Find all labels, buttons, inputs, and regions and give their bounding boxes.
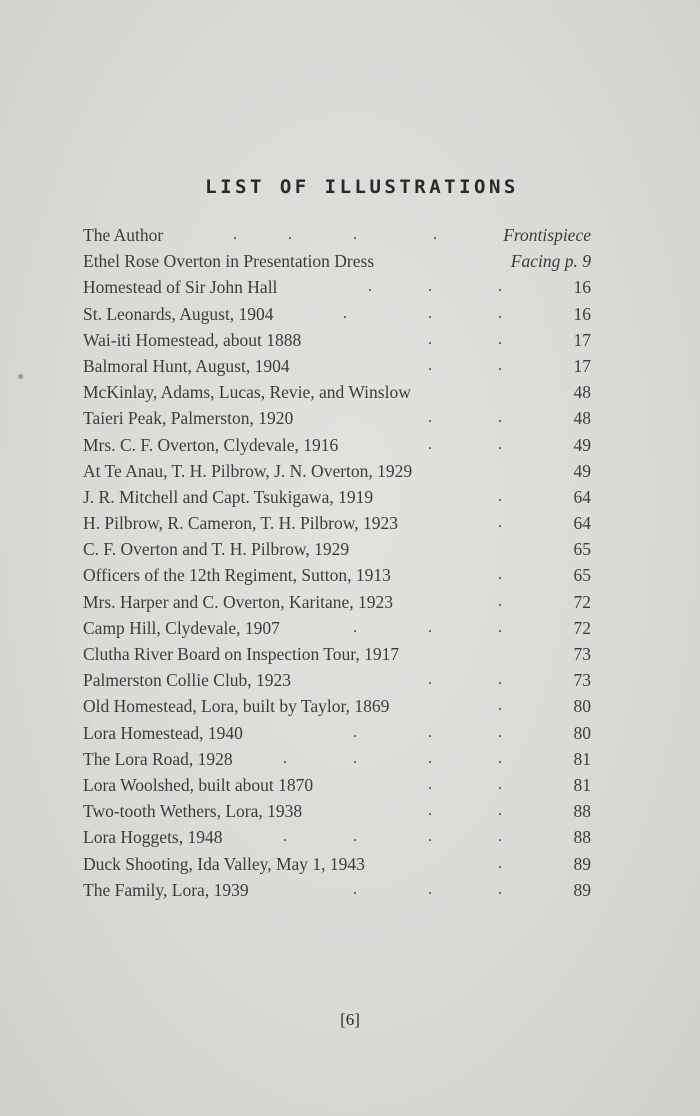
leader-dots: . . . xyxy=(343,304,502,322)
leader-dots: . . . xyxy=(353,618,502,636)
list-item xyxy=(83,536,591,562)
illustration-title: Two-tooth Wethers, Lora, 1938 xyxy=(83,801,303,822)
illustration-title: The Family, Lora, 1939 xyxy=(83,879,249,900)
illustration-page: 88 xyxy=(573,827,591,848)
illustration-page: 65 xyxy=(573,539,591,560)
leader-dots: . . xyxy=(428,409,502,427)
illustration-page: 64 xyxy=(573,486,591,507)
illustration-page: 48 xyxy=(573,408,591,429)
illustration-page: 80 xyxy=(573,722,591,743)
illustration-title: Mrs. Harper and C. Overton, Karitane, 1923 xyxy=(83,591,394,612)
list-item xyxy=(83,877,591,903)
illustration-page: 81 xyxy=(573,774,591,795)
illustration-page: 49 xyxy=(573,460,591,481)
list-item xyxy=(83,248,591,274)
illustration-page: Facing p. 9 xyxy=(510,251,591,272)
list-item xyxy=(83,353,591,379)
list-item xyxy=(83,667,591,693)
illustration-title: Wai-iti Homestead, about 1888 xyxy=(83,329,302,350)
illustration-title: The Author xyxy=(83,225,164,245)
list-item xyxy=(83,510,591,536)
leader-dots: . . . . xyxy=(283,828,502,846)
illustration-page: 16 xyxy=(573,277,591,298)
illustration-title: Lora Woolshed, built about 1870 xyxy=(83,774,314,795)
list-item xyxy=(83,772,591,798)
illustration-title: Clutha River Board on Inspection Tour, 1917 xyxy=(83,644,400,664)
illustration-title: Officers of the 12th Regiment, Sutton, 1913 xyxy=(83,565,391,586)
illustration-page: 16 xyxy=(573,303,591,324)
list-item xyxy=(83,301,591,327)
illustration-title: J. R. Mitchell and Capt. Tsukigawa, 1919 xyxy=(83,486,374,507)
list-item xyxy=(83,432,591,458)
illustration-page: 80 xyxy=(573,696,591,717)
leader-dots: . . xyxy=(428,802,502,820)
illustrations-list xyxy=(83,222,591,903)
illustration-title: Mrs. C. F. Overton, Clydevale, 1916 xyxy=(83,434,339,455)
illustration-page: 81 xyxy=(573,748,591,769)
list-item xyxy=(83,851,591,877)
leader-dots: . . . xyxy=(353,723,502,741)
illustration-title: C. F. Overton and T. H. Pilbrow, 1929 xyxy=(83,539,350,560)
list-item xyxy=(83,720,591,746)
leader-dots: . . xyxy=(428,775,502,793)
illustration-title: Lora Hoggets, 1948 xyxy=(83,827,223,848)
list-item xyxy=(83,327,591,353)
illustration-title: H. Pilbrow, R. Cameron, T. H. Pilbrow, 1923 xyxy=(83,513,398,534)
illustration-page: 17 xyxy=(573,355,591,376)
illustration-page: 17 xyxy=(573,329,591,350)
illustration-title: St. Leonards, August, 1904 xyxy=(83,303,274,324)
illustration-title: At Te Anau, T. H. Pilbrow, J. N. Overton, 1929 xyxy=(83,460,413,481)
list-item xyxy=(83,615,591,641)
list-item xyxy=(83,589,591,615)
illustration-page: 64 xyxy=(573,513,591,534)
leader-dots: . . xyxy=(428,356,502,374)
list-item xyxy=(83,798,591,824)
list-item xyxy=(83,484,591,510)
list-item xyxy=(83,693,591,719)
illustration-page: 89 xyxy=(573,853,591,874)
list-item xyxy=(83,405,591,431)
illustration-page: Frontispiece xyxy=(503,225,591,245)
illustration-page: 49 xyxy=(573,434,591,455)
leader-dots: . xyxy=(498,514,502,532)
leader-dots: . xyxy=(498,592,502,610)
illustration-page: 73 xyxy=(573,644,591,664)
leader-dots: . . . . xyxy=(283,749,502,767)
leader-dots: . . . xyxy=(353,880,502,898)
illustration-page: 89 xyxy=(573,879,591,900)
leader-dots: . xyxy=(498,566,502,584)
leader-dots: . . xyxy=(428,435,502,453)
illustration-title: Palmerston Collie Club, 1923 xyxy=(83,670,292,691)
list-item xyxy=(83,824,591,850)
illustration-page: 73 xyxy=(573,670,591,691)
list-item xyxy=(83,274,591,300)
illustration-page: 65 xyxy=(573,565,591,586)
illustration-title: Taieri Peak, Palmerston, 1920 xyxy=(83,408,294,429)
illustration-title: McKinlay, Adams, Lucas, Revie, and Winslow xyxy=(83,382,411,403)
list-item xyxy=(83,379,591,405)
illustration-title: Old Homestead, Lora, built by Taylor, 1869 xyxy=(83,696,390,717)
list-item xyxy=(83,222,591,248)
illustration-title: Ethel Rose Overton in Presentation Dress xyxy=(83,251,375,272)
leader-dots: . . . xyxy=(368,278,502,296)
list-item xyxy=(83,746,591,772)
page-title: LIST OF ILLUSTRATIONS xyxy=(205,176,519,198)
leader-dots: . xyxy=(498,697,502,715)
paper-speck xyxy=(18,374,23,379)
list-item xyxy=(83,641,591,667)
illustration-title: Camp Hill, Clydevale, 1907 xyxy=(83,617,280,638)
leader-dots: . xyxy=(498,487,502,505)
illustration-title: Lora Homestead, 1940 xyxy=(83,722,243,743)
illustration-title: The Lora Road, 1928 xyxy=(83,748,233,769)
illustration-page: 72 xyxy=(573,617,591,638)
leader-dots: . . xyxy=(428,671,502,689)
list-item xyxy=(83,562,591,588)
illustration-page: 88 xyxy=(573,801,591,822)
illustration-title: Homestead of Sir John Hall xyxy=(83,277,278,298)
illustration-page: 72 xyxy=(573,591,591,612)
illustration-page: 48 xyxy=(573,382,591,403)
illustration-title: Balmoral Hunt, August, 1904 xyxy=(83,355,290,376)
leader-dots: . . . . xyxy=(233,226,437,243)
list-item xyxy=(83,458,591,484)
leader-dots: . xyxy=(498,854,502,872)
page-number: [6] xyxy=(340,1010,360,1029)
leader-dots: . . xyxy=(428,330,502,348)
illustration-title: Duck Shooting, Ida Valley, May 1, 1943 xyxy=(83,853,365,874)
